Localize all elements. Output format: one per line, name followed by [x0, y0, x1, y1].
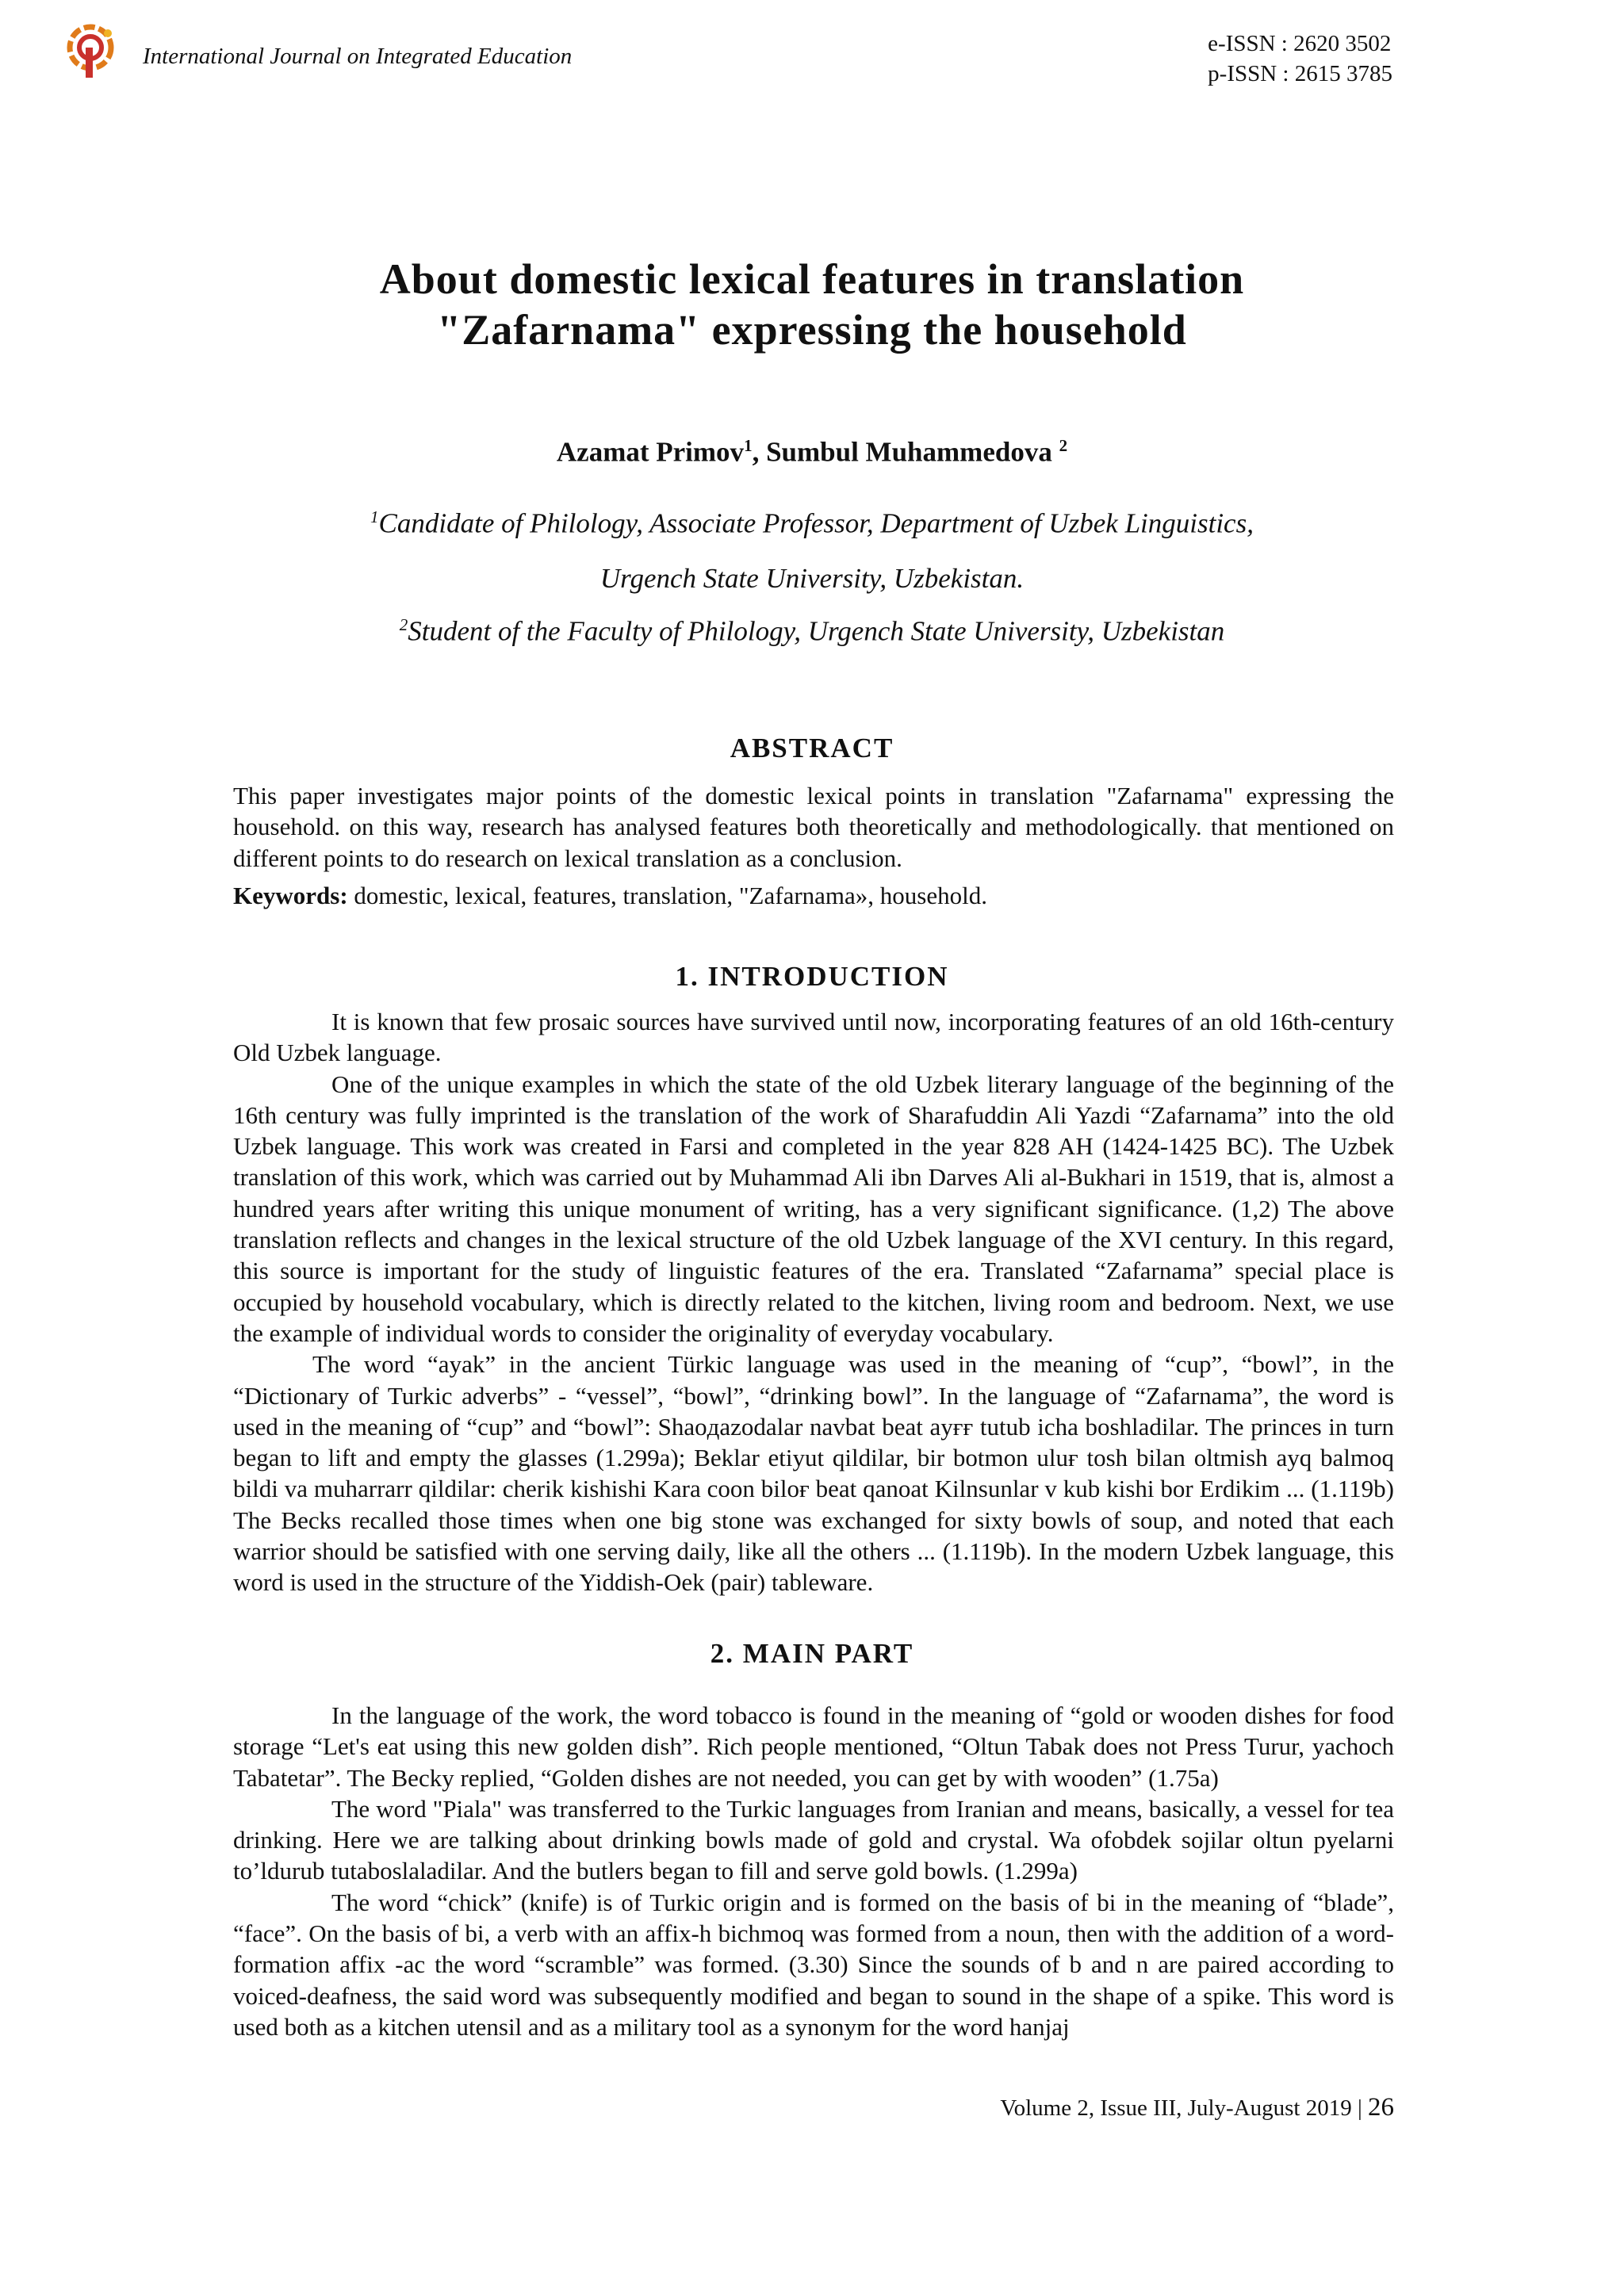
journal-name: International Journal on Integrated Education: [143, 44, 573, 69]
pissn: p-ISSN : 2615 3785: [1208, 61, 1392, 86]
authors: [0, 436, 1624, 469]
volume-info: Volume 2, Issue III, July-August 2019 |: [1000, 2095, 1368, 2121]
author-2: Sumbul Muhammedova: [766, 436, 1059, 468]
affiliation-1-line-2: Urgench State University, Uzbekistan.: [599, 563, 1025, 594]
title-line-2: "Zafarnama" expressing the household: [437, 306, 1187, 354]
abstract-heading: ABSTRACT: [730, 733, 894, 763]
title-line-1: About domestic lexical features in translation: [379, 255, 1245, 303]
journal-logo-icon: [67, 24, 122, 81]
keywords-label: Keywords:: [233, 881, 348, 909]
author-separator: ,: [752, 436, 767, 468]
keywords: [233, 880, 1394, 911]
issn-block: [1208, 29, 1392, 89]
intro-paragraph-1: It is known that few prosaic sources have survived until now, incorporating features of an old 16th-century Old Uzbek language.: [233, 1008, 1394, 1067]
abstract-body: [233, 780, 1394, 911]
main-body: [233, 1700, 1394, 2042]
page-footer: [1000, 2093, 1394, 2122]
intro-heading: 1. INTRODUCTION: [675, 961, 949, 992]
affiliation-2-text: Student of the Faculty of Philology, Urgench State University, Uzbekistan: [408, 615, 1225, 647]
main-paragraph-1: In the language of the work, the word tobacco is found in the meaning of “gold or wooden dishes for food storage “Let's eat using this new golden dish”. Rich people mentioned, “Oltun Tabak does not Press Turur, yachoch Tabatetar”. The Becky replied, “Golden dishes are not needed, you can get by with wooden” (1.75a): [233, 1701, 1394, 1792]
affiliation-2: [0, 615, 1624, 648]
author-1: Azamat Primov: [556, 436, 745, 468]
affiliation-1-sup: 1: [370, 507, 379, 526]
intro-body: [233, 1006, 1394, 1598]
affiliation-2-sup: 2: [399, 615, 408, 634]
main-paragraph-2: The word "Piala" was transferred to the Turkic languages from Iranian and means, basically, a vessel for tea drinking. Here we are talking about drinking bowls made of gold and crystal. Wa ofobdek sojilar oltun pyelarni to’ldurub tutaboslaladilar. And the butlers began to fill and serve gold bowls. (1.299a): [233, 1794, 1394, 1885]
main-heading: 2. MAIN PART: [710, 1638, 914, 1669]
intro-paragraph-2: One of the unique examples in which the state of the old Uzbek literary language of the beginning of the 16th century was fully imprinted is the translation of the work of Sharafuddin Ali Yazdi “Zafarnama” into the old Uzbek language. This work was created in Farsi and completed in the year 828 AH (1424-1425 BC). The Uzbek translation of this work, which was carried out by Muhammad Ali ibn Darves Ali al-Bukhari in 1519, that is, almost a hundred years after writing this unique monument of writing, has a very significant significance. (1,2) The above translation reflects and changes in the lexical structure of the old Uzbek language of the XVI century. In this regard, this source is important for the study of linguistic features of the era. Translated “Zafarnama” special place is occupied by household vocabulary, which is directly related to the kitchen, living room and bedroom. Next, we use the example of individual words to consider the originality of everyday vocabulary.: [233, 1070, 1394, 1347]
intro-paragraph-3: The word “ayak” in the ancient Türkic language was used in the meaning of “cup”, “bowl”, in the “Dictionary of Turkic adverbs” - “vessel”, “bowl”, “drinking bowl”. In the language of “Zafarnama”, the word is used in the meaning of “cup” and “bowl”: Shaoдazodalar navbat beat ayғғ tutub icha boshladilar. The princes in turn began to lift and empty the glasses (1.299a); Beklar etiyut qildilar, bir botmon uluғ tosh bilan oltmish ayq balmoq bildi va muharrarr qildilar: cherik kishishi Kara coon biloғ beat qanoat Kilnsunlar v kub kishi bor Erdikim ... (1.119b) The Becks recalled those times when one big stone was exchanged for sixty bowls of soup, and noted that each warrior should be satisfied with one serving daily, like all the others ... (1.119b). In the modern Uzbek language, this word is used in the structure of the Yiddish-Oek (pair) tableware.: [233, 1350, 1394, 1597]
page-number: 26: [1368, 2093, 1394, 2122]
affiliation-1-line-1: [0, 507, 1624, 540]
paper-title: [0, 254, 1624, 355]
abstract-text: This paper investigates major points of the domestic lexical points in translation "Zafarnama" expressing the household. on this way, research has analysed features both theoretically and methodologically. that mentioned on different points to do research on lexical translation as a conclusion.: [233, 782, 1394, 872]
eissn: e-ISSN : 2620 3502: [1208, 31, 1392, 56]
main-paragraph-3: The word “chick” (knife) is of Turkic origin and is formed on the basis of bi in the meaning of “blade”, “face”. On the basis of bi, a verb with an affix-h bichmoq was formed from a noun, then with the addition of a word-formation affix -ac the word “scramble” was formed. (3.30) Since the sounds of b and n are paired according to voiced-deafness, the said word was subsequently modified and began to sound in the shape of a spike. This word is used both as a kitchen utensil and as a military tool as a synonym for the word hanjaj: [233, 1888, 1394, 2041]
author-1-sup: 1: [744, 436, 753, 455]
affiliation-1-text: Candidate of Philology, Associate Professor, Department of Uzbek Linguistics,: [378, 507, 1254, 539]
keywords-text: domestic, lexical, features, translation, "Zafarnama», household.: [347, 881, 987, 909]
author-2-sup: 2: [1059, 436, 1068, 455]
